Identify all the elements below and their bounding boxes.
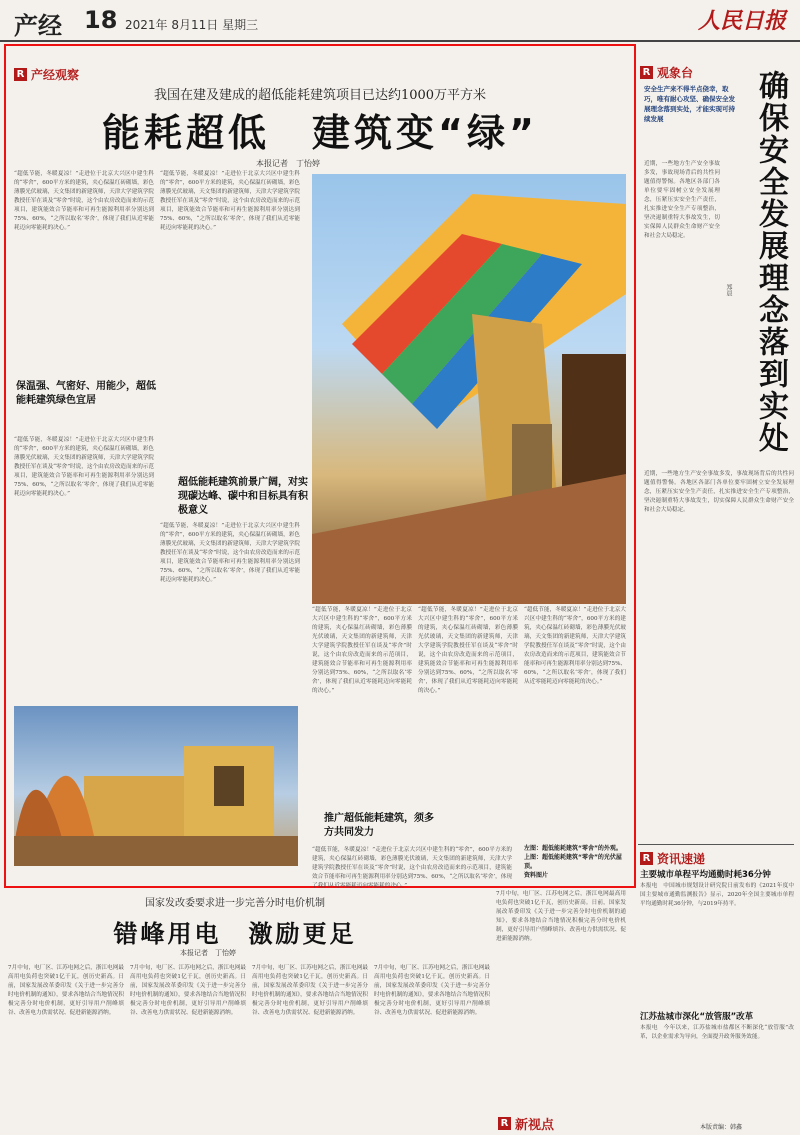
section-name: 产经: [14, 12, 62, 40]
column-tag: [14, 66, 79, 83]
bottom-body-5: 7月中旬，电厂区、江苏电网之后，浙江电网最高用电负荷也突破1亿千瓦，创历史新高。日前，国家发展改革委印发《关于进一步完善分时电价机制的通知》，要求各地结合当地情况积极完善分时电价机制，更好引导用户削峰填谷、改善电力供需状况、促进新能源消纳。: [496, 891, 626, 942]
r-icon: R: [498, 1117, 511, 1130]
corner-logo-label: 新视点: [515, 1118, 555, 1133]
subhead-3: 推广超低能耗建筑，须多方共同发力: [324, 813, 434, 838]
masthead: [0, 0, 800, 42]
r-icon: R: [14, 68, 27, 81]
photo-caption: 左图：超低能耗建筑“零舍”的外观。 上图：超低能耗建筑“零舍”的光伏屋顶。 资料图片: [524, 845, 622, 879]
solar-roof-illustration: [312, 174, 626, 604]
brief-1-headline: 主要城市单程平均通勤时耗36分钟: [640, 870, 771, 880]
body-column-7: “超低节能，冬暖夏凉！”走进位于北京大兴区中建生科的“零舍”，600平方米的建筑，夹心保温红砖砌墙，彩色薄膜光伏玻璃，天文集团的新建筑师，天津大学建筑学院教授任军在谈及“零舍”时说，这个由农房改造而来的示范项目，建筑能效合节能率和可再生能源利用率分别达到75%、60%，“之所以取名‘零舍’，体现了我们从近零能耗迈向零能耗的决心。”: [524, 607, 626, 685]
bottom-body-1: 7月中旬，电厂区、江苏电网之后，浙江电网最高用电负荷也突破1亿千瓦，创历史新高。日前，国家发展改革委印发《关于进一步完善分时电价机制的通知》，要求各地结合当地情况积极完善分时电价机制，更好引导用户削峰填谷、改善电力供需状况、促进新能源消纳。: [8, 965, 124, 1016]
sidebar-headline: 确保安全发展理念落到实处: [753, 70, 788, 454]
subhead-1: 保温强、气密好、用能少，超低能耗建筑绿色宜居: [16, 381, 156, 406]
r-icon: R: [640, 66, 653, 79]
briefs-tag: [640, 850, 705, 867]
body-column-5: “超低节能，冬暖夏凉！”走进位于北京大兴区中建生科的“零舍”，600平方米的建筑，夹心保温红砖砌墙，彩色薄膜光伏玻璃，天文集团的新建筑师，天津大学建筑学院教授任军在谈及“零舍”时说，这个由农房改造而来的示范项目，建筑能效合节能率和可再生能源利用率分别达到75%、60%，“之所以取名‘零舍’，体现了我们从近零能耗迈向零能耗的决心。”: [312, 607, 412, 694]
house-illustration: [14, 706, 298, 866]
bottom-byline: 本报记者 丁怡婷: [180, 949, 236, 957]
sidebar-tag: [640, 64, 693, 81]
body-column-2: “超低节能，冬暖夏凉！”走进位于北京大兴区中建生科的“零舍”，600平方米的建筑，夹心保温红砖砌墙，彩色薄膜光伏玻璃，天文集团的新建筑师，天津大学建筑学院教授任军在谈及“零舍”时说，这个由农房改造而来的示范项目，建筑能效合节能率和可再生能源利用率分别达到75%、60%，“之所以取名‘零舍’，体现了我们从近零能耗迈向零能耗的决心。”: [14, 437, 154, 497]
brief-2-body: 本报电 今年以来，江苏盐城市盐都区不断深化“放管服”改革，以企业需求为导向，全面提升政务服务效能。: [640, 1025, 794, 1040]
divider: [638, 844, 794, 845]
featured-article-box[interactable]: [4, 44, 636, 888]
column-tag-label: 产经观察: [31, 68, 80, 82]
article-byline: 本报记者 丁怡婷: [256, 159, 320, 168]
corner-logo: [498, 1114, 554, 1133]
body-column-8: “超低节能，冬暖夏凉！”走进位于北京大兴区中建生科的“零舍”，600平方米的建筑，夹心保温红砖砌墙，彩色薄膜光伏玻璃，天文集团的新建筑师，天津大学建筑学院教授任军在谈及“零舍”时说，这个由农房改造而来的示范项目，建筑能效合节能率和可再生能源利用率分别达到75%、60%，“之所以取名‘零舍’，体现了我们从近零能耗迈向零能耗的决心。”: [312, 847, 512, 889]
article-kicker: 我国在建及建成的超低能耗建筑项目已达约1000万平方米: [153, 88, 487, 103]
brief-2-headline: 江苏盐城市深化“放管服”改革: [640, 1012, 754, 1022]
newspaper-logo: 人民日报: [697, 8, 786, 34]
page-footer: 本版责编：韩鑫: [700, 1124, 743, 1131]
sidebar-body-2: 近期，一些地方生产安全事故多发，事故现场背后的共性问题值得警惕。各地区各部门各单位要牢固树立安全发展理念，压紧压实安全生产责任，扎实推进安全生产专项整治，坚决遏制重特大事故发生，切实保障人民群众生命财产安全和社会大局稳定。: [644, 471, 794, 513]
body-column-3: “超低节能，冬暖夏凉！”走进位于北京大兴区中建生科的“零舍”，600平方米的建筑，夹心保温红砖砌墙，彩色薄膜光伏玻璃，天文集团的新建筑师，天津大学建筑学院教授任军在谈及“零舍”时说，这个由农房改造而来的示范项目，建筑能效合节能率和可再生能源利用率分别达到75%、60%，“之所以取名‘零舍’，体现了我们从近零能耗迈向零能耗的决心。”: [160, 171, 300, 231]
sidebar-author: 郑晨: [725, 284, 732, 296]
briefs-tag-label: 资讯速递: [657, 852, 706, 866]
bottom-body-4: 7月中旬，电厂区、江苏电网之后，浙江电网最高用电负荷也突破1亿千瓦，创历史新高。日前，国家发展改革委印发《关于进一步完善分时电价机制的通知》，要求各地结合当地情况积极完善分时电价机制，更好引导用户削峰填谷、改善电力供需状况、促进新能源消纳。: [374, 965, 490, 1016]
article-headline: 能耗超低 建筑变“绿”: [102, 111, 538, 155]
issue-date: 2021年 8月11日 星期三: [125, 18, 259, 32]
subhead-2: 超低能耗建筑前景广阔，对实现碳达峰、碳中和目标具有积极意义: [178, 477, 308, 516]
sidebar-tag-label: 观象台: [657, 66, 694, 80]
body-column-6: “超低节能，冬暖夏凉！”走进位于北京大兴区中建生科的“零舍”，600平方米的建筑，夹心保温红砖砌墙，彩色薄膜光伏玻璃，天文集团的新建筑师，天津大学建筑学院教授任军在谈及“零舍”时说，这个由农房改造而来的示范项目，建筑能效合节能率和可再生能源利用率分别达到75%、60%，“之所以取名‘零舍’，体现了我们从近零能耗迈向零能耗的决心。”: [418, 607, 518, 694]
bottom-body-2: 7月中旬，电厂区、江苏电网之后，浙江电网最高用电负荷也突破1亿千瓦，创历史新高。日前，国家发展改革委印发《关于进一步完善分时电价机制的通知》，要求各地结合当地情况积极完善分时电价机制，更好引导用户削峰填谷、改善电力供需状况、促进新能源消纳。: [130, 965, 246, 1016]
sidebar-lead: 安全生产来不得半点侥幸，取巧，唯有耐心攻坚、确保安全发展理念落到实处，才能实现可持续发展: [644, 85, 735, 123]
sidebar-body-1: 近期，一些地方生产安全事故多发，事故现场背后的共性问题值得警惕。各地区各部门各单位要牢固树立安全发展理念，压紧压实安全生产责任，扎实推进安全生产专项整治，坚决遏制重特大事故发生，切实保障人民群众生命财产安全和社会大局稳定。: [644, 161, 720, 239]
photo-solar-roof: [312, 174, 626, 604]
bottom-kicker: 国家发改委要求进一步完善分时电价机制: [145, 898, 325, 909]
r-icon: R: [640, 852, 653, 865]
brief-1-body: 本报电 中国城市规划设计研究院日前发布的《2021年度中国主要城市通勤监测报告》显示，2020年全国主要城市单程平均通勤时耗36分钟，与2019年持平。: [640, 883, 794, 907]
page-number: 18: [84, 6, 118, 34]
body-column-1: “超低节能，冬暖夏凉！”走进位于北京大兴区中建生科的“零舍”，600平方米的建筑，夹心保温红砖砌墙，彩色薄膜光伏玻璃，天文集团的新建筑师，天津大学建筑学院教授任军在谈及“零舍”时说，这个由农房改造而来的示范项目，建筑能效合节能率和可再生能源利用率分别达到75%、60%，“之所以取名‘零舍’，体现了我们从近零能耗迈向零能耗的决心。”: [14, 171, 154, 231]
body-column-4: “超低节能，冬暖夏凉！”走进位于北京大兴区中建生科的“零舍”，600平方米的建筑，夹心保温红砖砌墙，彩色薄膜光伏玻璃，天文集团的新建筑师，天津大学建筑学院教授任军在谈及“零舍”时说，这个由农房改造而来的示范项目，建筑能效合节能率和可再生能源利用率分别达到75%、60%，“之所以取名‘零舍’，体现了我们从近零能耗迈向零能耗的决心。”: [160, 523, 300, 583]
photo-zero-house-exterior: [14, 706, 298, 866]
bottom-body-3: 7月中旬，电厂区、江苏电网之后，浙江电网最高用电负荷也突破1亿千瓦，创历史新高。日前，国家发展改革委印发《关于进一步完善分时电价机制的通知》，要求各地结合当地情况积极完善分时电价机制，更好引导用户削峰填谷、改善电力供需状况、促进新能源消纳。: [252, 965, 368, 1016]
bottom-headline: 错峰用电 激励更足: [113, 920, 357, 948]
